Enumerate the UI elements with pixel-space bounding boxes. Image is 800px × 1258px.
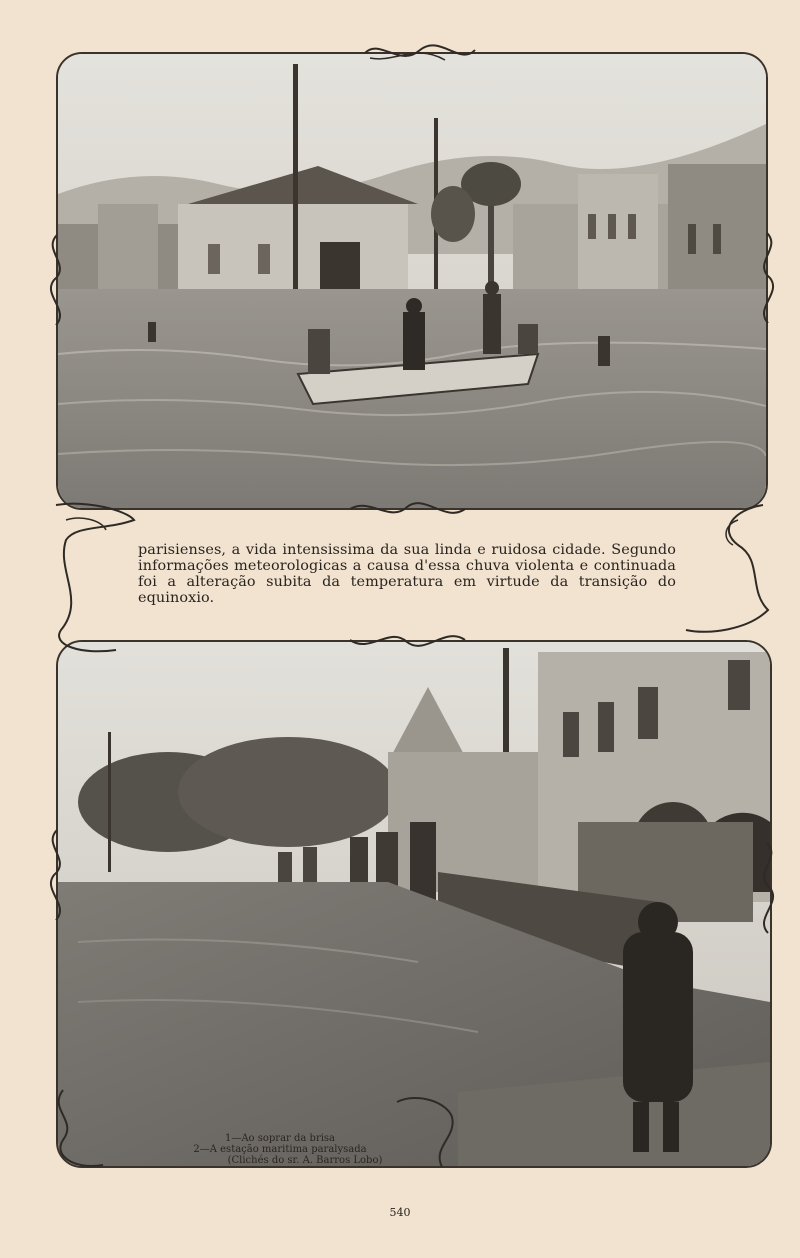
photo-captions (150, 1133, 410, 1166)
ornament-top-center (360, 38, 480, 68)
article-paragraph: parisienses, a vida intensissima da sua linda e ruidosa cidade. Segundo informações meteorologicas a causa d'essa chuva violenta e continuada foi a alteração subita da temperatura em virtude da transição do equinoxio. (138, 542, 676, 606)
ornament-left-lower (42, 825, 72, 925)
ornament-right-middle (678, 500, 773, 650)
caption-credit: (Clichés do sr. A. Barros Lobo) (227, 1155, 383, 1166)
ornament-right-lower (752, 838, 782, 938)
photo-flooded-street-boat (56, 52, 768, 510)
caption-line-2: 2—A estação maritima paralysada (193, 1144, 367, 1155)
ornament-left-middle (46, 500, 141, 660)
ornament-middle-center-bottom (345, 624, 470, 654)
page-number: 540 (389, 1206, 411, 1219)
ornament-right-upper (752, 228, 782, 328)
caption-line-1: 1—Ao soprar da brisa (224, 1133, 336, 1144)
ornament-bottom-left (48, 1085, 108, 1175)
photo-maritime-station (56, 640, 772, 1168)
ornament-middle-center-top (345, 495, 470, 525)
ornament-left-upper (42, 230, 72, 330)
